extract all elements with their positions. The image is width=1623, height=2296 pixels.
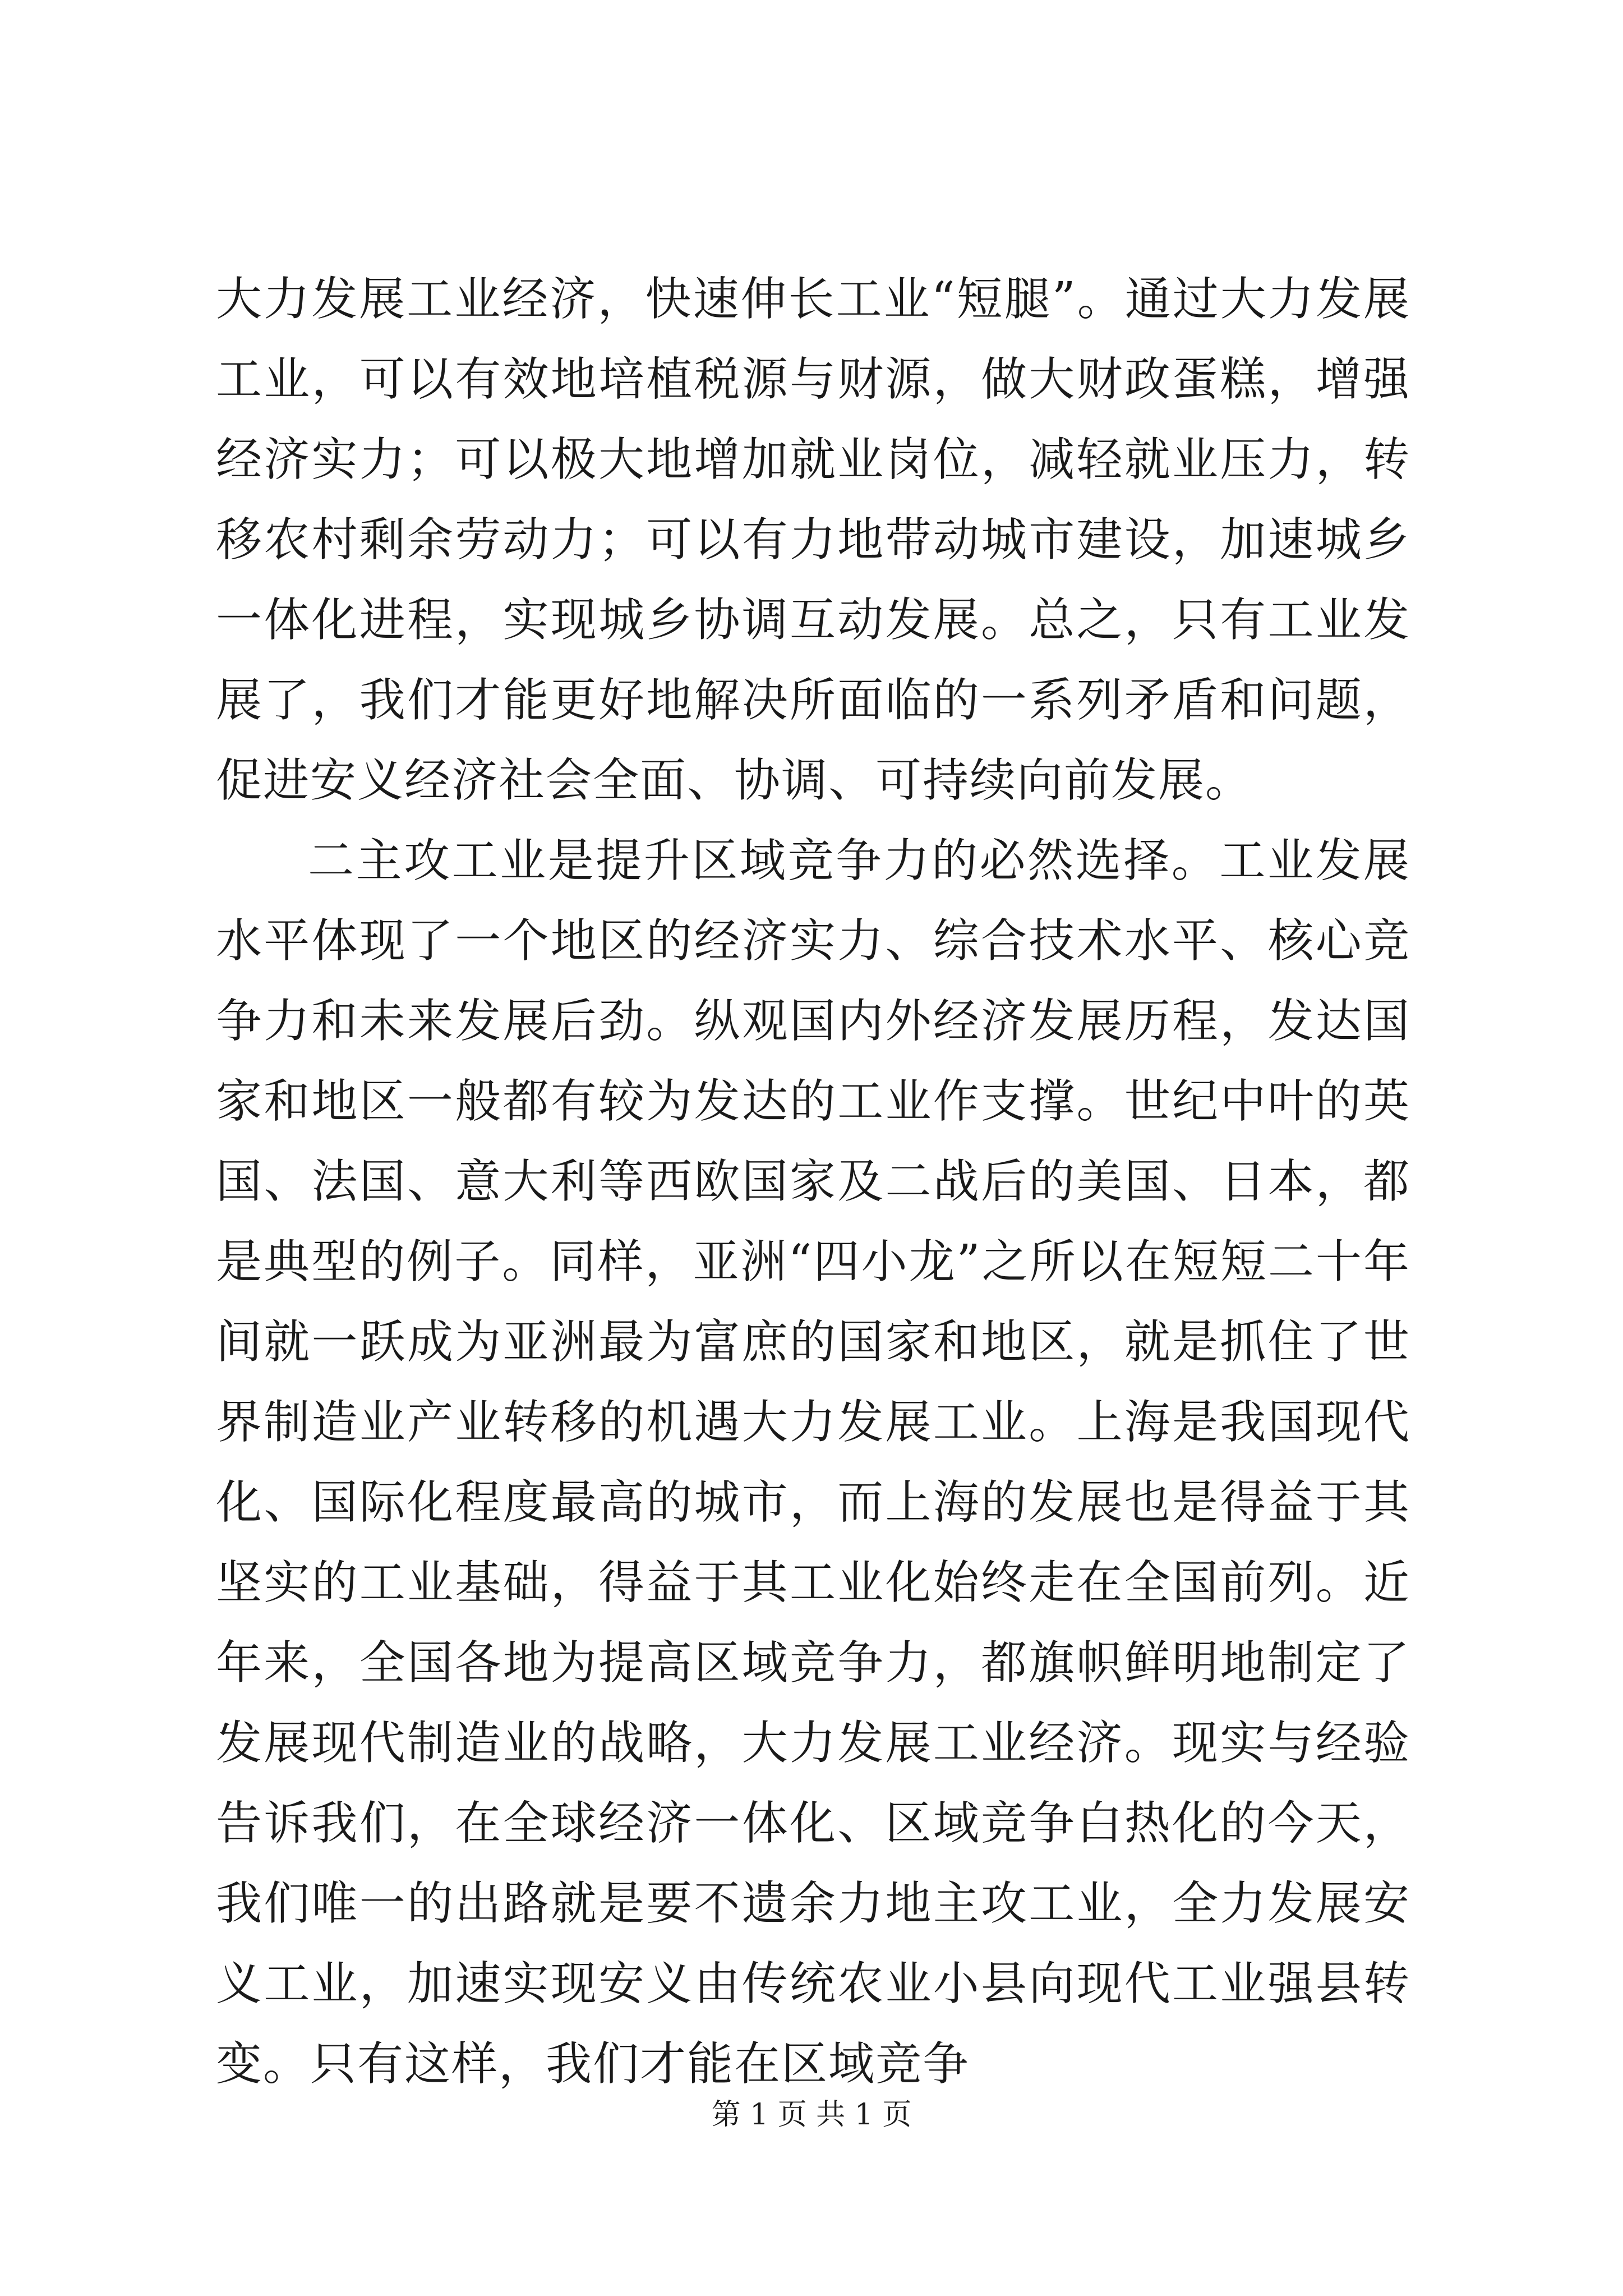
document-body [216, 259, 1410, 2104]
page-footer: 第 1 页 共 1 页 [711, 2098, 912, 2132]
paragraph-1: 大力发展工业经济，快速伸长工业“短腿”。通过大力发展工业，可以有效地培植税源与财源，做大财政蛋糕，增强经济实力；可以极大地增加就业岗位，减轻就业压力，转移农村剩余劳动力；可以有力地带动城市建设，加速城乡一体化进程，实现城乡协调互动发展。总之，只有工业发展了，我们才能更好地解决所面临的一系列矛盾和问题，促进安义经济社会全面、协调、可持续向前发展。 [216, 273, 1410, 807]
paragraph-2: 二主攻工业是提升区域竞争力的必然选择。工业发展水平体现了一个地区的经济实力、综合技术水平、核心竞争力和未来发展后劲。纵观国内外经济发展历程，发达国家和地区一般都有较为发达的工业作支撑。世纪中叶的英国、法国、意大利等西欧国家及二战后的美国、日本，都是典型的例子。同样，亚洲“四小龙”之所以在短短二十年间就一跃成为亚洲最为富庶的国家和地区，就是抓住了世界制造业产业转移的机遇大力发展工业。上海是我国现代化、国际化程度最高的城市，而上海的发展也是得益于其坚实的工业基础，得益于其工业化始终走在全国前列。近年来，全国各地为提高区域竞争力，都旗帜鲜明地制定了发展现代制造业的战略，大力发展工业经济。现实与经验告诉我们，在全球经济一体化、区域竞争白热化的今天，我们唯一的出路就是要不遗余力地主攻工业，全力发展安义工业，加速实现安义由传统农业小县向现代工业强县转变。只有这样，我们才能在区域竞争 [216, 834, 1410, 2091]
